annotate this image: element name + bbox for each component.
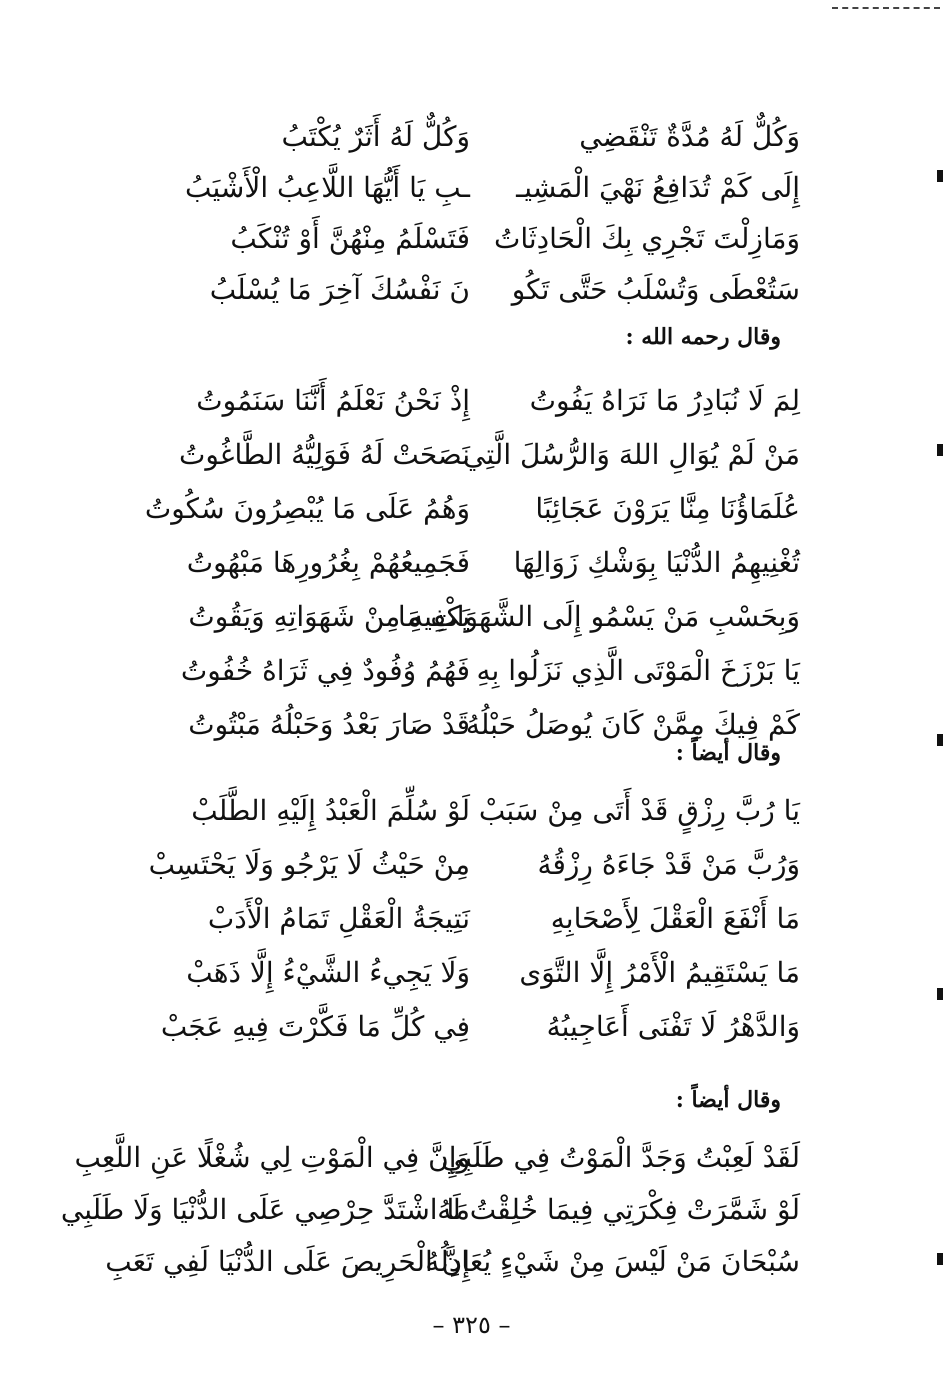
verse-line	[148, 840, 800, 890]
verse-line	[160, 538, 800, 588]
second-hemistich: لَوْ سُلِّمَ الْعَبْدُ إِلَيْهِ الطَّلَبْ	[191, 794, 470, 827]
second-hemistich: مَا اشْتَدَّ حِرْصِي عَلَى الدُّنْيَا وَلَا طَلَبِي	[60, 1193, 470, 1226]
first-hemistich: عُلَمَاؤُنَا مِنَّا يَرَوْنَ عَجَائِبًا	[535, 492, 800, 525]
verse-line	[160, 592, 800, 642]
second-hemistich: نَ نَفْسُكَ آخِرَ مَا يُسْلَبُ	[209, 273, 470, 306]
first-hemistich: يَا بَرْزَخَ الْمَوْتَى الَّذِي نَزَلُوا بِهِ	[476, 654, 800, 687]
first-hemistich: إِلَى كَمْ تُدَافِعُ نَهْيَ الْمَشِيـ	[516, 171, 800, 204]
second-hemistich: فَجَمِيعُهُمْ بِغُرُورِهَا مَبْهُوتُ	[186, 546, 470, 579]
second-hemistich: وَهُمُ عَلَى مَا يُبْصِرُونَ سُكُوتُ	[144, 492, 470, 525]
second-hemistich: فِي كُلِّ مَا فَكَّرْتَ فِيهِ عَجَبْ	[160, 1010, 470, 1043]
first-hemistich: وَمَازِلْتَ تَجْرِي بِكَ الْحَادِثَاتُ	[494, 222, 800, 255]
verse-line	[144, 484, 800, 534]
first-hemistich: لَقَدْ لَعِبْتُ وَجَدَّ الْمَوْتُ فِي طَلَبِي	[441, 1141, 800, 1174]
first-hemistich: كَمْ فِيكَ مِمَّنْ كَانَ يُوصَلُ حَبْلُهُ	[465, 708, 800, 741]
verse-line	[105, 1237, 800, 1287]
verse-line	[160, 376, 800, 426]
verse-line	[160, 1002, 800, 1052]
poem-heading: وقال أيضاً :	[675, 740, 781, 766]
verse-line	[160, 112, 800, 162]
first-hemistich: لَوْ شَمَّرَتْ فِكْرَتِي فِيمَا خُلِقْتُ لَهُ	[437, 1193, 800, 1226]
second-hemistich: وَكُلٌّ لَهُ أَثَرٌ يُكْتَبُ	[281, 120, 470, 153]
second-hemistich: وَإِنَّ فِي الْمَوْتِ لِي شُغْلًا عَنِ اللَّعِبِ	[74, 1141, 470, 1174]
first-hemistich: لِمَ لَا نُبَادِرُ مَا نَرَاهُ يَفُوتُ	[529, 384, 800, 417]
first-hemistich: مَا يَسْتَقِيمُ الْأَمْرُ إِلَّا التَّوَى	[519, 956, 800, 989]
second-hemistich: نَتِيجَةُ الْعَقْلِ تَمَامُ الْأَدَبْ	[207, 902, 470, 935]
first-hemistich: وَرُبَّ مَنْ قَدْ جَاءَهُ رِزْقُهُ	[537, 848, 800, 881]
second-hemistich: إِنَّ الْحَرِيصَ عَلَى الدُّنْيَا لَفِي تَعَبِ	[105, 1245, 470, 1278]
verse-line	[160, 265, 800, 315]
first-hemistich: وَبِحَسْبِ مَنْ يَسْمُو إِلَى الشَّهَوَاتِ مَا	[397, 600, 800, 633]
verse-line	[160, 786, 800, 836]
second-hemistich: قَدْ صَارَ بَعْدُ وَحَبْلُهُ مَبْتُوتُ	[188, 708, 470, 741]
first-hemistich: وَكُلٌّ لَهُ مُدَّةٌ تَنْقَضِي	[579, 120, 800, 153]
poem-heading: وقال أيضاً :	[675, 1087, 781, 1113]
first-hemistich: مَا أَنْفَعَ الْعَقْلَ لِأَصْحَابِهِ	[550, 902, 800, 935]
second-hemistich: فَتَسْلَمُ مِنْهُنَّ أَوْ تُنْكَبُ	[230, 222, 470, 255]
second-hemistich: فَهُمُ وُفُودٌ فِي ثَرَاهُ خُفُوتُ	[180, 654, 470, 687]
first-hemistich: سُبْحَانَ مَنْ لَيْسَ مِنْ شَيْءٍ يُعَادِلُهُ	[425, 1245, 800, 1278]
second-hemistich: ـبِ يَا أَيُّهَا اللَّاعِبُ الْأَشْيَبُ	[184, 171, 470, 204]
verse-line	[74, 1133, 800, 1183]
verse-line	[160, 948, 800, 998]
verse-line	[160, 646, 800, 696]
verse-line	[160, 430, 800, 480]
first-hemistich: تُغْنِيهِمُ الدُّنْيَا بِوَشْكِ زَوَالِهَا	[513, 546, 800, 579]
first-hemistich: يَا رُبَّ رِزْقٍ قَدْ أَتَى مِنْ سَبَبْ	[478, 794, 800, 827]
second-hemistich: نَصَحَتْ لَهُ فَوَلِيُّهُ الطَّاغُوتُ	[178, 438, 470, 471]
verse-line	[160, 894, 800, 944]
first-hemistich: وَالدَّهْرُ لَا تَفْنَى أَعَاجِيبُهُ	[546, 1010, 800, 1043]
second-hemistich: إِذْ نَحْنُ نَعْلَمُ أَنَّنَا سَنَمُوتُ	[196, 384, 470, 417]
first-hemistich: سَتُعْطَى وَتُسْلَبُ حَتَّى تَكُو	[511, 273, 800, 306]
second-hemistich: وَلَا يَجِيءُ الشَّيْءُ إِلَّا ذَهَبْ	[186, 956, 470, 989]
second-hemistich: يَكْفِيهِ مِنْ شَهَوَاتِهِ وَيَقُوتُ	[188, 600, 470, 633]
verse-line	[60, 1185, 800, 1235]
second-hemistich: مِنْ حَيْثُ لَا يَرْجُو وَلَا يَحْتَسِبْ	[148, 848, 470, 881]
verse-line	[160, 214, 800, 264]
poem-heading: وقال رحمه الله :	[625, 324, 781, 350]
verse-line	[160, 163, 800, 213]
page-number: – ٣٢٥ –	[432, 1311, 511, 1339]
first-hemistich: مَنْ لَمْ يُوَالِ اللهَ وَالرُّسُلَ الَّتِي	[463, 438, 800, 471]
